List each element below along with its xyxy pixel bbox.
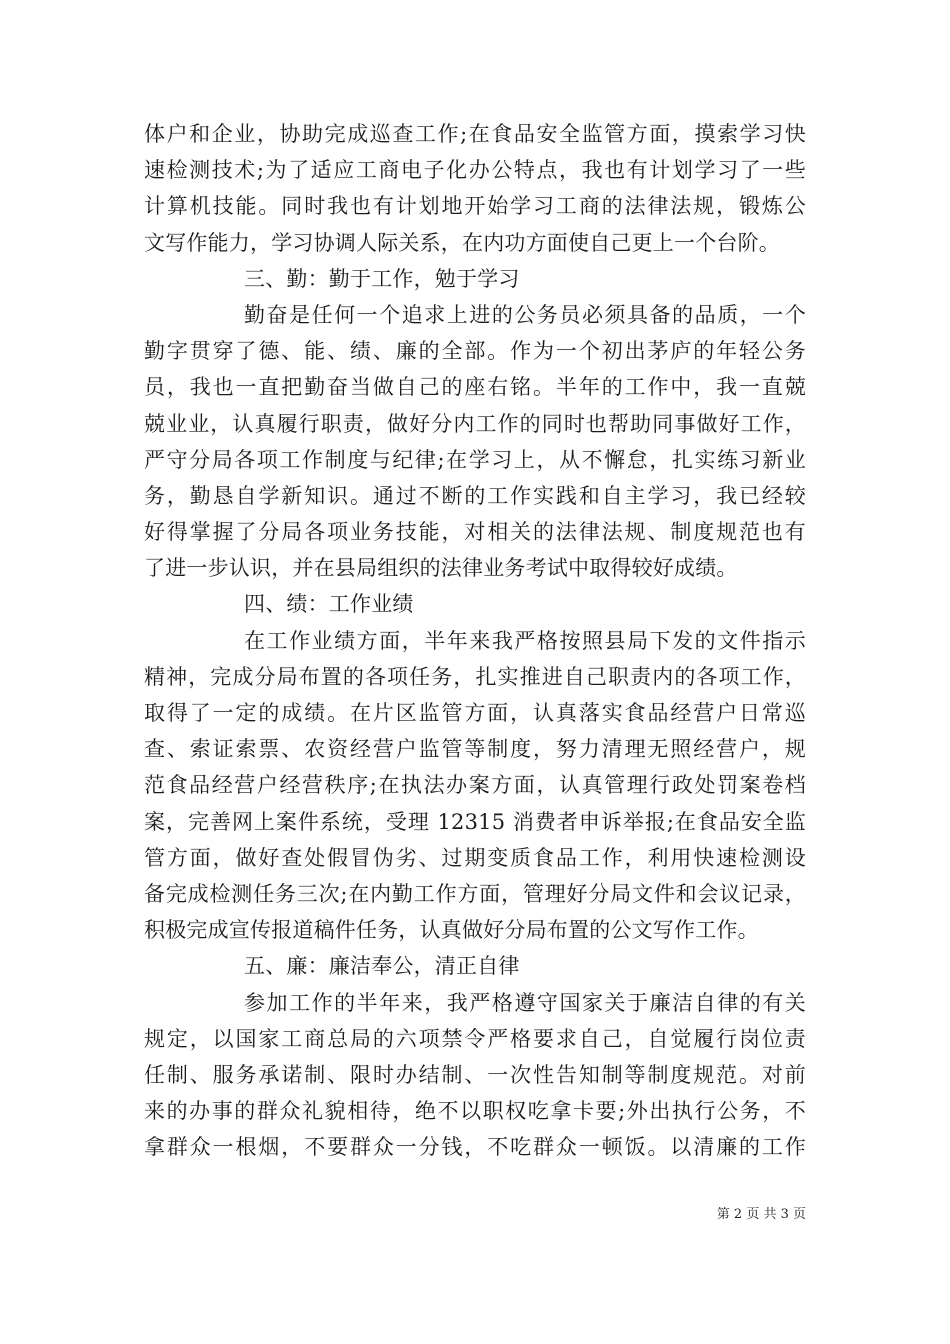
text-line: 速检测技术;为了适应工商电子化办公特点，我也有计划学习了一些 <box>144 158 806 183</box>
text-line: 务，勤恳自学新知识。通过不断的工作实践和自主学习，我已经较 <box>144 483 806 508</box>
text-line: 备完成检测任务三次;在内勤工作方面，管理好分局文件和会议记录， <box>144 881 806 906</box>
text-line: 体户和企业，协助完成巡查工作;在食品安全监管方面，摸索学习快 <box>144 122 806 146</box>
text-line: 参加工作的半年来，我严格遵守国家关于廉洁自律的有关 <box>244 990 806 1015</box>
page-footer: 第 2 页 共 3 页 <box>716 1207 806 1222</box>
text-line: 勤字贯穿了德、能、绩、廉的全部。作为一个初出茅庐的年轻公务 <box>144 339 806 364</box>
text-line: 规定，以国家工商总局的六项禁令严格要求自己，自觉履行岗位责 <box>144 1026 806 1051</box>
section-heading: 五、廉：廉洁奉公，清正自律 <box>244 954 520 979</box>
text-line: 了进一步认识，并在县局组织的法律业务考试中取得较好成绩。 <box>144 556 738 581</box>
document-body <box>144 116 806 1165</box>
text-line: 文写作能力，学习协调人际关系，在内功方面使自己更上一个台阶。 <box>144 230 780 255</box>
text-line: 计算机技能。同时我也有计划地开始学习工商的法律法规，锻炼公 <box>144 194 806 219</box>
text-line: 任制、服务承诺制、限时办结制、一次性告知制等制度规范。对前 <box>144 1062 806 1087</box>
text-line: 来的办事的群众礼貌相待，绝不以职权吃拿卡要;外出执行公务，不 <box>144 1099 806 1124</box>
text-line: 积极完成宣传报道稿件任务，认真做好分局布置的公文写作工作。 <box>144 918 759 943</box>
section-heading: 四、绩：工作业绩 <box>244 592 414 617</box>
text-line: 管方面，做好查处假冒伪劣、过期变质食品工作，利用快速检测设 <box>144 845 806 870</box>
text-line: 查、索证索票、农资经营户监管等制度，努力清理无照经营户，规 <box>144 737 806 762</box>
text-line: 员，我也一直把勤奋当做自己的座右铭。半年的工作中，我一直兢 <box>144 375 806 400</box>
text-line: 兢业业，认真履行职责，做好分内工作的同时也帮助同事做好工作， <box>144 411 806 436</box>
text-line: 案，完善网上案件系统，受理 12315 消费者申诉举报;在食品安全监 <box>144 809 806 834</box>
text-line: 精神，完成分局布置的各项任务，扎实推进自己职责内的各项工作， <box>144 664 806 689</box>
text-line: 在工作业绩方面，半年来我严格按照县局下发的文件指示 <box>244 628 806 653</box>
text-line: 严守分局各项工作制度与纪律;在学习上，从不懈怠，扎实练习新业 <box>144 447 806 472</box>
text-line: 拿群众一根烟，不要群众一分钱，不吃群众一顿饭。以清廉的工作 <box>144 1135 806 1160</box>
text-line: 取得了一定的成绩。在片区监管方面，认真落实食品经营户日常巡 <box>144 701 806 725</box>
text-line: 好得掌握了分局各项业务技能，对相关的法律法规、制度规范也有 <box>144 520 806 545</box>
section-heading: 三、勤：勤于工作，勉于学习 <box>244 266 520 291</box>
text-line: 勤奋是任何一个追求上进的公务员必须具备的品质，一个 <box>244 302 806 327</box>
text-line: 范食品经营户经营秩序;在执法办案方面，认真管理行政处罚案卷档 <box>144 773 806 798</box>
